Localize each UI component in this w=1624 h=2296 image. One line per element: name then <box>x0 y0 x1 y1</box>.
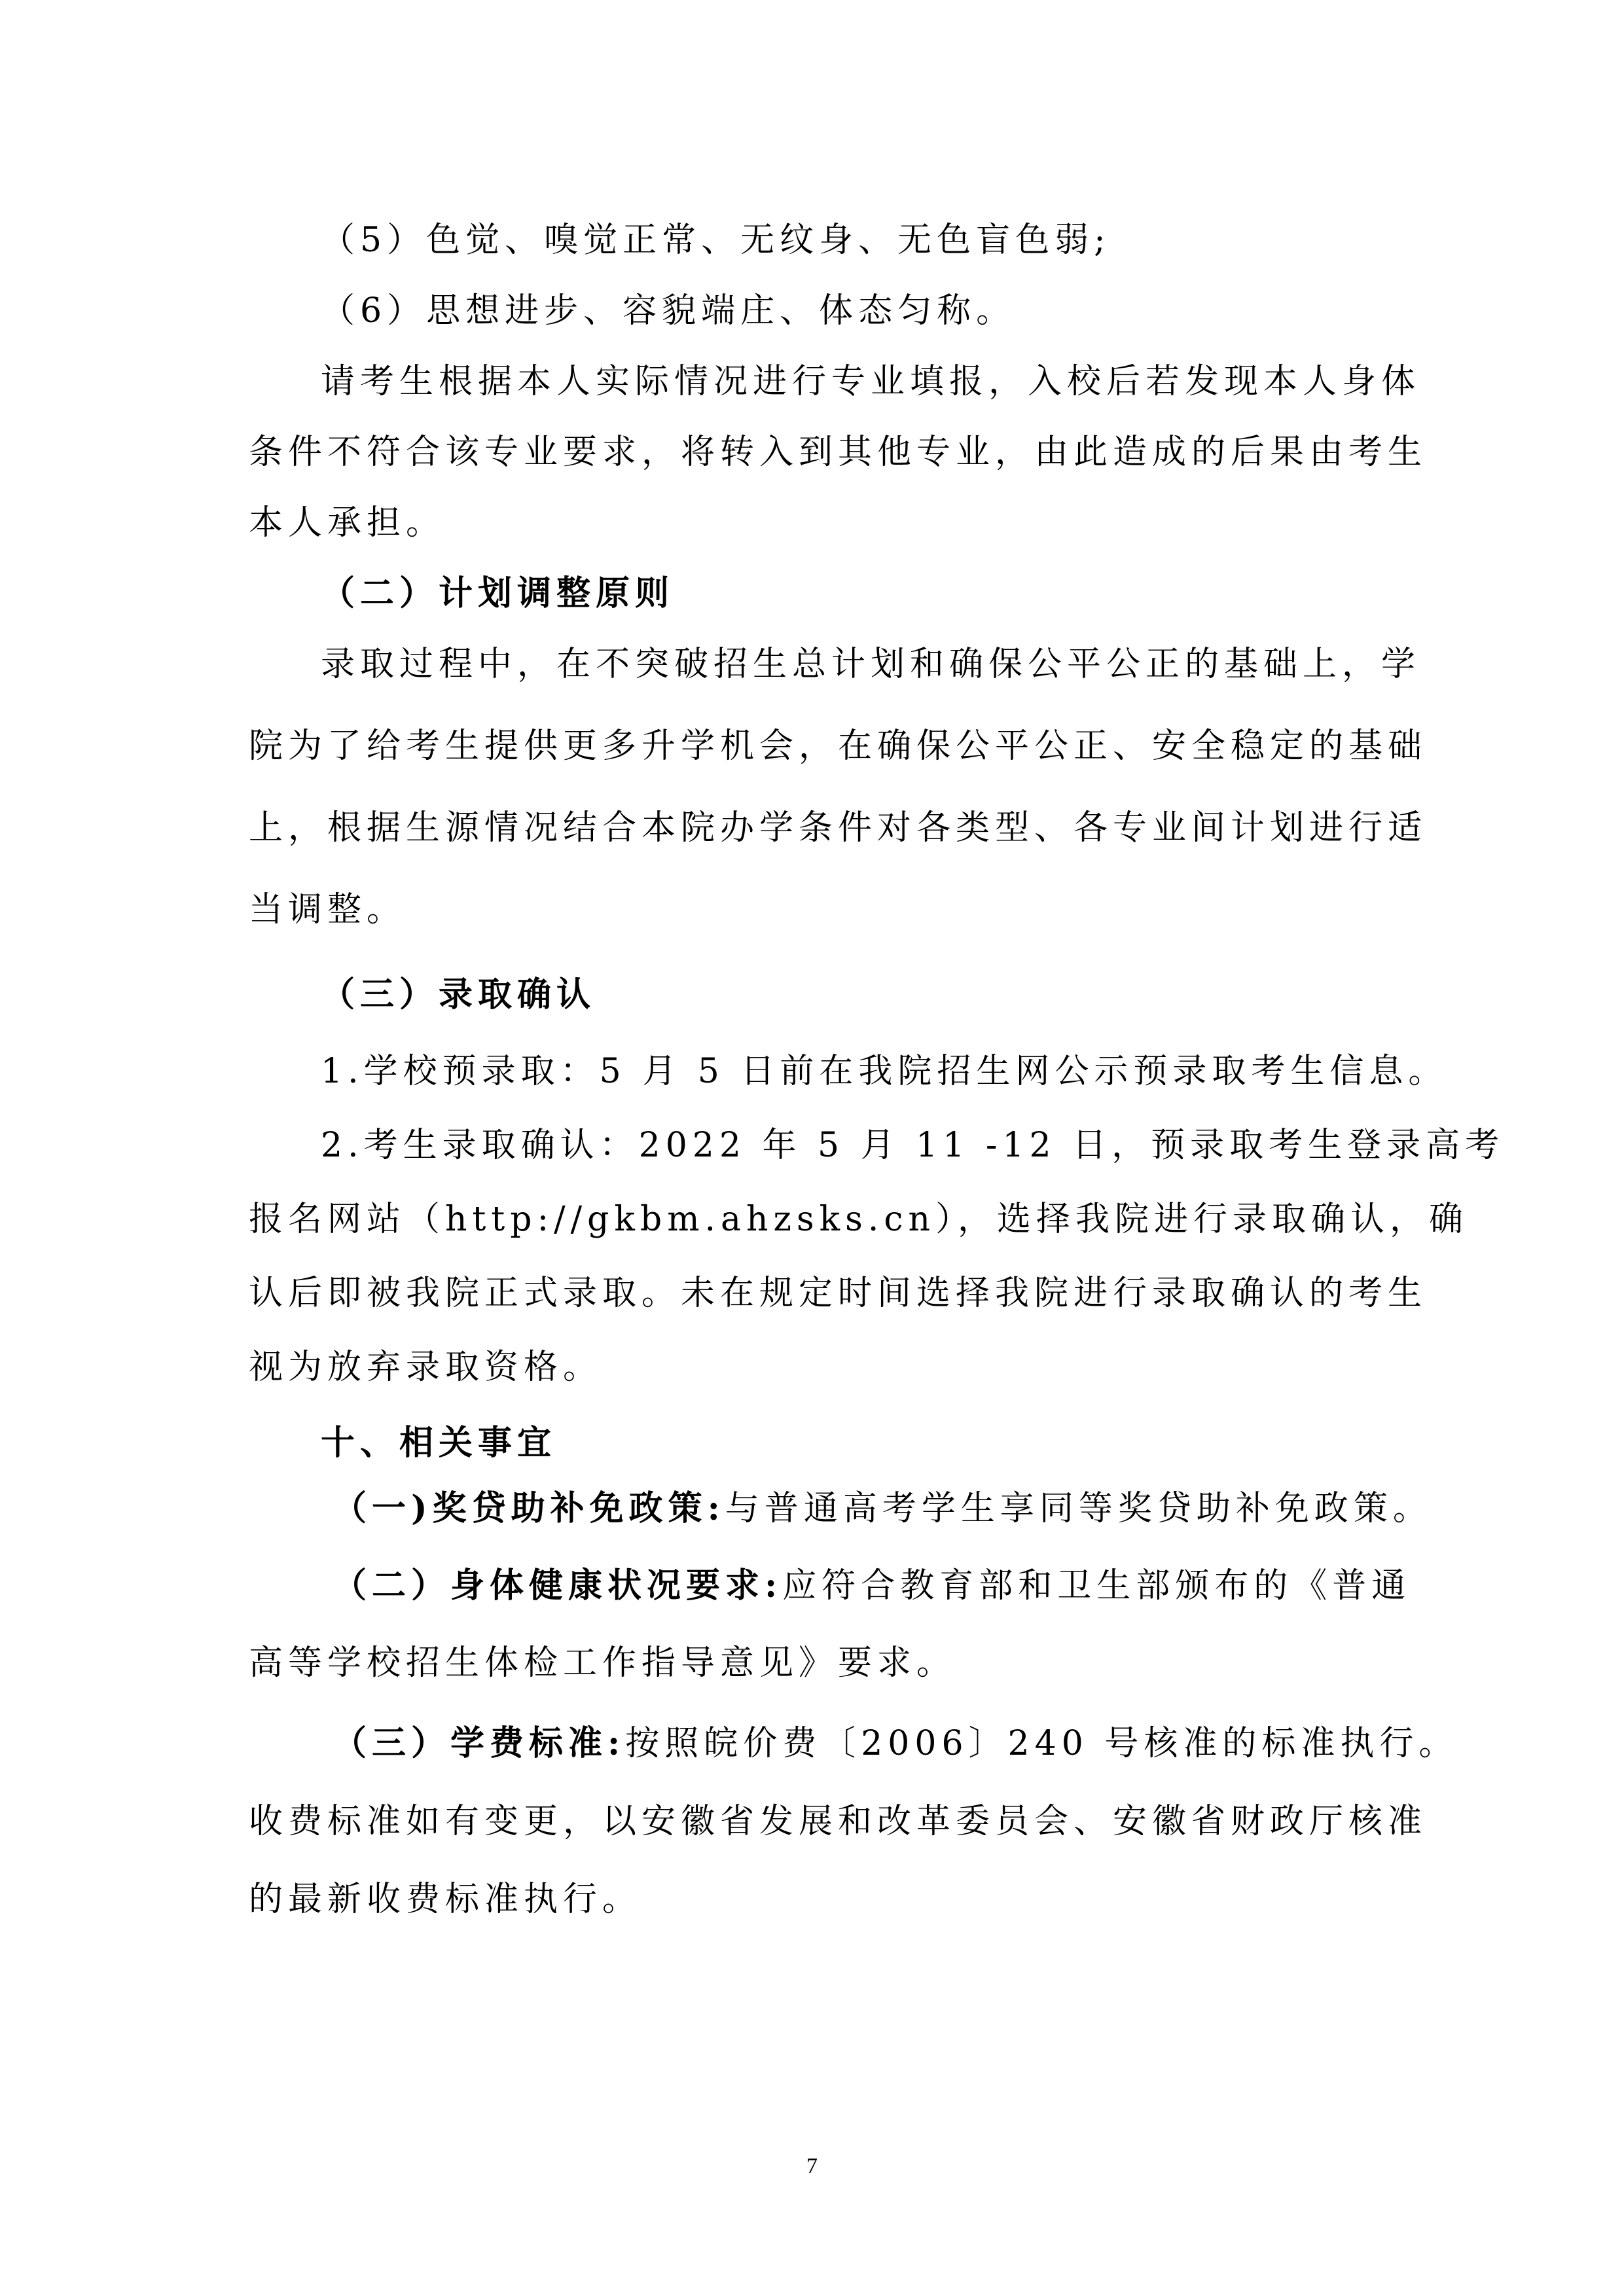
section-heading: 十、相关事宜 <box>321 1423 557 1463</box>
paragraph-line: 条件不符合该专业要求，将转入到其他专业，由此造成的后果由考生 <box>249 433 1428 472</box>
paragraph-line <box>333 1717 1458 1770</box>
paragraph-line: 上，根据生源情况结合本院办学条件对各类型、各专业间计划进行适 <box>249 808 1428 848</box>
subsection-text: 应符合教育部和卫生部颁布的《普通 <box>782 1566 1411 1605</box>
subsection-label: （二）身体健康状况要求: <box>333 1566 783 1605</box>
subsection-text: 按照皖价费〔2006〕240 号核准的标准执行。 <box>625 1724 1458 1763</box>
subsection-label: （三）学费标准: <box>333 1723 626 1763</box>
paragraph-line: 视为放弃录取资格。 <box>249 1348 603 1387</box>
subsection-label: （一)奖贷助补免政策: <box>333 1488 725 1528</box>
paragraph-line: 请考生根据本人实际情况进行专业填报，入校后若发现本人身体 <box>321 362 1421 401</box>
section-heading: （三）录取确认 <box>321 975 596 1014</box>
paragraph-line: 2.考生录取确认：2022 年 5 月 11 -12 日，预录取考生登录高考 <box>321 1126 1505 1165</box>
paragraph-line: 的最新收费标准执行。 <box>249 1880 642 1919</box>
paragraph-line: 认后即被我院正式录取。未在规定时间选择我院进行录取确认的考生 <box>249 1274 1428 1313</box>
paragraph-line: 1.学校预录取：5 月 5 日前在我院招生网公示预录取考生信息。 <box>321 1052 1448 1091</box>
paragraph-line: 高等学校招生体检工作指导意见》要求。 <box>249 1643 956 1683</box>
list-item-6: （6）思想进步、容貌端庄、体态匀称。 <box>321 291 1016 331</box>
paragraph-line: 报名网站（http://gkbm.ahzsks.cn），选择我院进行录取确认，确 <box>249 1200 1468 1239</box>
paragraph-line <box>333 1560 1411 1612</box>
section-heading: （二）计划调整原则 <box>321 573 675 613</box>
paragraph-line <box>333 1482 1432 1535</box>
page-number: 7 <box>806 2154 818 2178</box>
paragraph-line: 收费标准如有变更，以安徽省发展和改革委员会、安徽省财政厅核准 <box>249 1802 1428 1841</box>
paragraph-line: 录取过程中，在不突破招生总计划和确保公平公正的基础上，学 <box>321 645 1421 684</box>
paragraph-line: 院为了给考生提供更多升学机会，在确保公平公正、安全稳定的基础 <box>249 726 1428 766</box>
paragraph-line: 本人承担。 <box>249 503 446 543</box>
paragraph-line: 当调整。 <box>249 890 406 929</box>
subsection-text: 与普通高考学生享同等奖贷助补免政策。 <box>725 1489 1432 1528</box>
list-item-5: （5）色觉、嗅觉正常、无纹身、无色盲色弱; <box>321 221 1111 260</box>
